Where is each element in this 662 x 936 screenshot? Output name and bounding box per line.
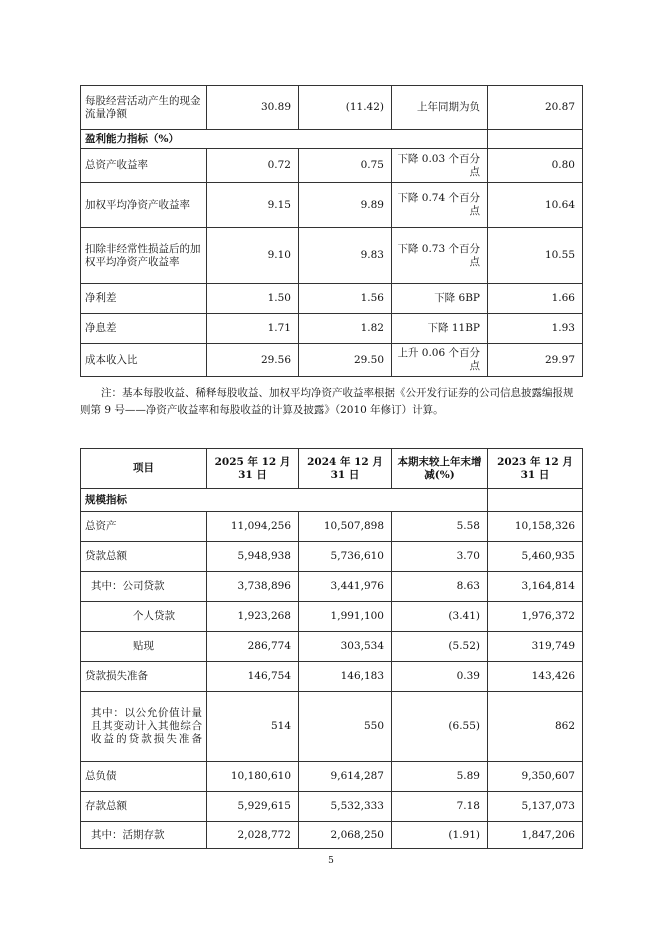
cell-2025: 0.72 [207,149,299,183]
table-row [81,602,583,632]
cell-2024: 3,441,976 [299,572,392,602]
cell-2024: 5,736,610 [299,542,392,572]
header-2023: 2023 年 12 月 31 日 [488,449,583,489]
cell-2024: 146,183 [299,662,392,692]
page-number: 5 [328,856,334,866]
cell-2024: 2,068,250 [299,822,392,849]
cell-2023: 5,137,073 [488,792,583,822]
table-row [81,822,583,849]
cell-change: 5.58 [392,512,488,542]
cell-2023: 5,460,935 [488,542,583,572]
cell-2024: 303,534 [299,632,392,662]
table-row [81,228,583,284]
cell-2025: 3,738,896 [207,572,299,602]
cell-2023: 862 [488,692,583,762]
cell-2024: 29.50 [299,344,392,377]
row-label: 扣除非经常性损益后的加权平均净资产收益率 [81,228,207,284]
table-row [81,542,583,572]
row-label: 每股经营活动产生的现金流量净额 [81,86,207,130]
cell-2023: 10,158,326 [488,512,583,542]
cell-change: (5.52) [392,632,488,662]
table-row [81,572,583,602]
section-title: 规模指标 [81,489,488,512]
cell-2023: 0.80 [488,149,583,183]
header-2024: 2024 年 12 月 31 日 [299,449,392,489]
row-label: 净利差 [81,284,207,314]
cell-2025: 9.15 [207,183,299,228]
cell-change: (6.55) [392,692,488,762]
cell-change: 下降 0.03 个百分点 [392,149,488,183]
cell-2025: 1,923,268 [207,602,299,632]
cell-2025: 5,929,615 [207,792,299,822]
cell-2024: 1,991,100 [299,602,392,632]
row-label: 贷款损失准备 [81,662,207,692]
cell-change: (3.41) [392,602,488,632]
cell-2024: 0.75 [299,149,392,183]
cell-2023: 1.93 [488,314,583,344]
cell-2025: 5,948,938 [207,542,299,572]
cell-2025: 514 [207,692,299,762]
cell-2024: 1.82 [299,314,392,344]
cell-2025: 10,180,610 [207,762,299,792]
section-title: 盈利能力指标（%） [81,130,488,149]
row-label: 其中：活期存款 [81,822,207,849]
cell-change: 下降 0.74 个百分点 [392,183,488,228]
cell-2025: 1.50 [207,284,299,314]
header-row [81,449,583,489]
cell-2025: 11,094,256 [207,512,299,542]
table-row [81,662,583,692]
cell-change: 7.18 [392,792,488,822]
cell-2023: 29.97 [488,344,583,377]
cell-change: 下降 6BP [392,284,488,314]
table-row [81,692,583,762]
profitability-table [80,85,583,377]
cell-2024: 9.89 [299,183,392,228]
cell-2024: (11.42) [299,86,392,130]
cell-change: 上年同期为负 [392,86,488,130]
cell-2024: 9.83 [299,228,392,284]
cell-2023: 3,164,814 [488,572,583,602]
cell-change: 下降 11BP [392,314,488,344]
cell-change: (1.91) [392,822,488,849]
cell-2023: 319,749 [488,632,583,662]
row-label: 其中：以公允价值计量且其变动计入其他综合收益的贷款损失准备 [81,692,207,762]
cell-2023: 20.87 [488,86,583,130]
header-2025: 2025 年 12 月 31 日 [207,449,299,489]
cell-2025: 2,028,772 [207,822,299,849]
table-row [81,632,583,662]
cell-change: 0.39 [392,662,488,692]
cell-2024: 5,532,333 [299,792,392,822]
section-row [81,130,583,149]
row-label: 贷款总额 [81,542,207,572]
scale-table [80,448,583,849]
cell-2025: 9.10 [207,228,299,284]
cell-2024: 10,507,898 [299,512,392,542]
row-label: 总资产收益率 [81,149,207,183]
row-label: 个人贷款 [81,602,207,632]
cell-change: 下降 0.73 个百分点 [392,228,488,284]
cell-2025: 1.71 [207,314,299,344]
row-label: 净息差 [81,314,207,344]
table-row [81,792,583,822]
cell-2023: 9,350,607 [488,762,583,792]
cell-change: 5.89 [392,762,488,792]
table-row [81,512,583,542]
cell-2023: 1,976,372 [488,602,583,632]
table-row [81,149,583,183]
cell-2024: 550 [299,692,392,762]
row-label: 成本收入比 [81,344,207,377]
row-label: 其中：公司贷款 [81,572,207,602]
empty-cell [488,130,583,149]
cell-2024: 1.56 [299,284,392,314]
empty-cell [488,489,583,512]
header-change: 本期末较上年末增减(%) [392,449,488,489]
table-row [81,314,583,344]
cell-2025: 30.89 [207,86,299,130]
cell-2023: 10.64 [488,183,583,228]
cell-change: 8.63 [392,572,488,602]
cell-change: 上升 0.06 个百分点 [392,344,488,377]
footnote: 注：基本每股收益、稀释每股收益、加权平均净资产收益率根据《公开发行证券的公司信息披露编报规则第 9 号——净资产收益率和每股收益的计算及披露》（2010 年修订）计算。 [80,387,574,416]
cell-change: 3.70 [392,542,488,572]
table-row [81,762,583,792]
row-label: 总资产 [81,512,207,542]
cell-2023: 10.55 [488,228,583,284]
cell-2025: 286,774 [207,632,299,662]
cell-2023: 1,847,206 [488,822,583,849]
cell-2025: 29.56 [207,344,299,377]
cell-2024: 9,614,287 [299,762,392,792]
cell-2025: 146,754 [207,662,299,692]
table-row [81,183,583,228]
table-row [81,344,583,377]
cell-2023: 1.66 [488,284,583,314]
cell-2023: 143,426 [488,662,583,692]
header-item: 项目 [81,449,207,489]
row-label: 存款总额 [81,792,207,822]
table-row [81,86,583,130]
table-row [81,284,583,314]
section-row [81,489,583,512]
row-label: 加权平均净资产收益率 [81,183,207,228]
row-label: 总负债 [81,762,207,792]
row-label: 贴现 [81,632,207,662]
